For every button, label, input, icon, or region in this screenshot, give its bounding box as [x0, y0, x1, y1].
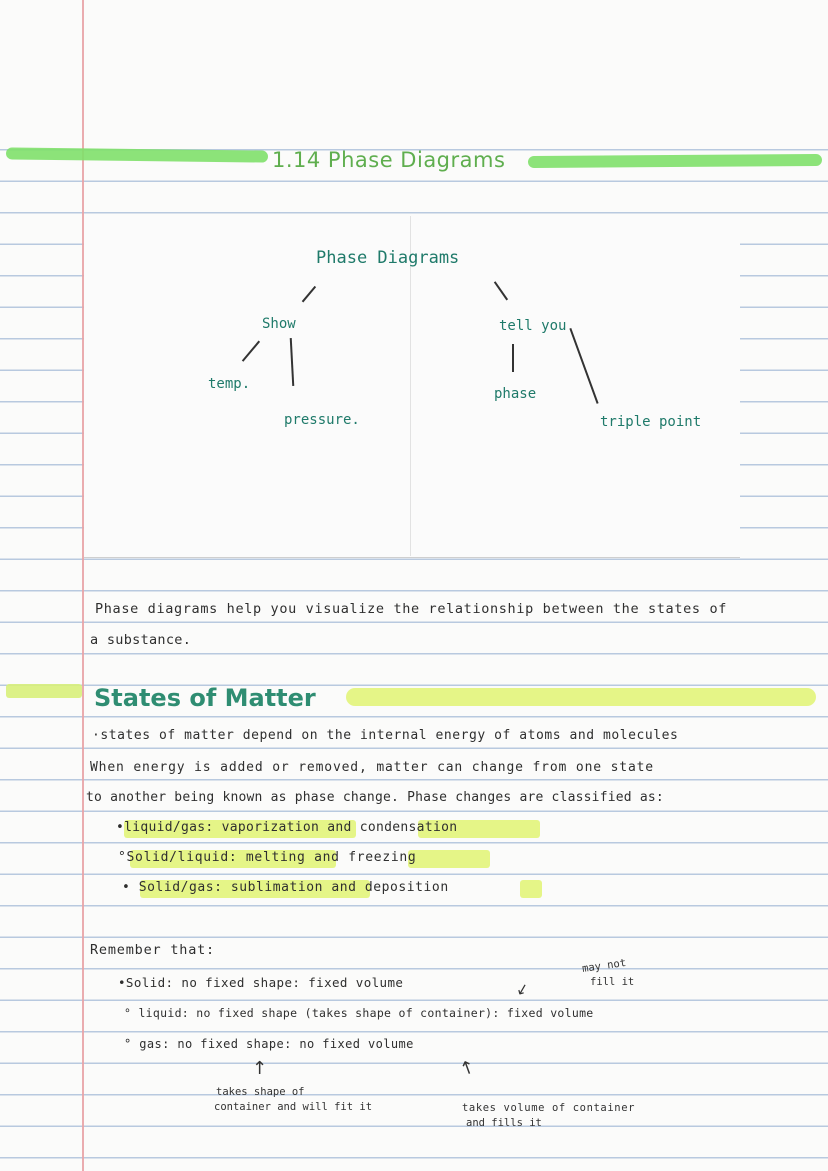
intro-line-1: Phase diagrams help you visualize the relationship between the states of — [95, 601, 727, 617]
remember-heading: Remember that: — [90, 942, 215, 958]
branch-root-left — [302, 286, 316, 302]
branch-tell-phase — [512, 344, 514, 372]
remember-solid: •Solid: no fixed shape: fixed volume — [118, 975, 404, 990]
title-highlight-left — [6, 147, 268, 162]
bullet-liquid-gas: •liquid/gas: vaporization and condensation — [116, 820, 458, 835]
diagram-right-branch: tell you — [499, 318, 567, 334]
diagram-triple-point: triple point — [600, 414, 702, 430]
states-highlight-right — [346, 688, 816, 706]
up-arrow-volume-icon: ↑ — [456, 1056, 479, 1081]
states-line-1: ·states of matter depend on the internal energy of atoms and molecules — [92, 728, 679, 743]
remember-liquid: ° liquid: no fixed shape (takes shape of container): fixed volume — [124, 1006, 594, 1020]
bullet-3-hl-b — [520, 880, 542, 898]
branch-root-right — [494, 282, 508, 301]
note-arrow-icon: ↙ — [513, 978, 531, 1000]
bullet-2-hl-b — [408, 850, 490, 868]
states-highlight-left — [6, 684, 82, 698]
diagram-temp: temp. — [208, 376, 251, 392]
remember-gas: ° gas: no fixed shape: no fixed volume — [124, 1037, 414, 1051]
branch-show-temp — [242, 341, 260, 362]
note-shape-line-2: container and will fit it — [214, 1101, 373, 1113]
intro-line-2: a substance. — [90, 632, 192, 648]
note-volume-line-1: takes volume of container — [462, 1102, 636, 1114]
page-title: 1.14 Phase Diagrams — [272, 148, 506, 172]
title-highlight-right — [528, 154, 822, 168]
diagram-pressure: pressure. — [284, 412, 360, 428]
states-title: States of Matter — [94, 684, 316, 712]
note-may-not: may not — [581, 956, 627, 976]
up-arrow-shape-icon: ↑ — [252, 1058, 268, 1079]
bullet-solid-gas: • Solid/gas: sublimation and deposition — [122, 880, 449, 895]
note-shape-line-1: takes shape of — [216, 1086, 305, 1098]
states-line-2: When energy is added or removed, matter can change from one state — [90, 760, 654, 775]
note-fill-it: fill it — [590, 976, 635, 988]
note-volume-line-2: and fills it — [466, 1117, 542, 1129]
margin-line — [82, 0, 84, 1171]
states-line-3: to another being known as phase change. Phase changes are classified as: — [86, 790, 664, 805]
concept-diagram — [84, 216, 740, 558]
branch-show-pressure — [290, 338, 294, 386]
bullet-solid-liquid: °Solid/liquid: melting and freezing — [118, 850, 417, 865]
branch-tell-triple — [569, 328, 598, 404]
diagram-phase: phase — [494, 386, 537, 402]
diagram-left-branch: Show — [262, 316, 296, 332]
diagram-root: Phase Diagrams — [316, 248, 460, 268]
